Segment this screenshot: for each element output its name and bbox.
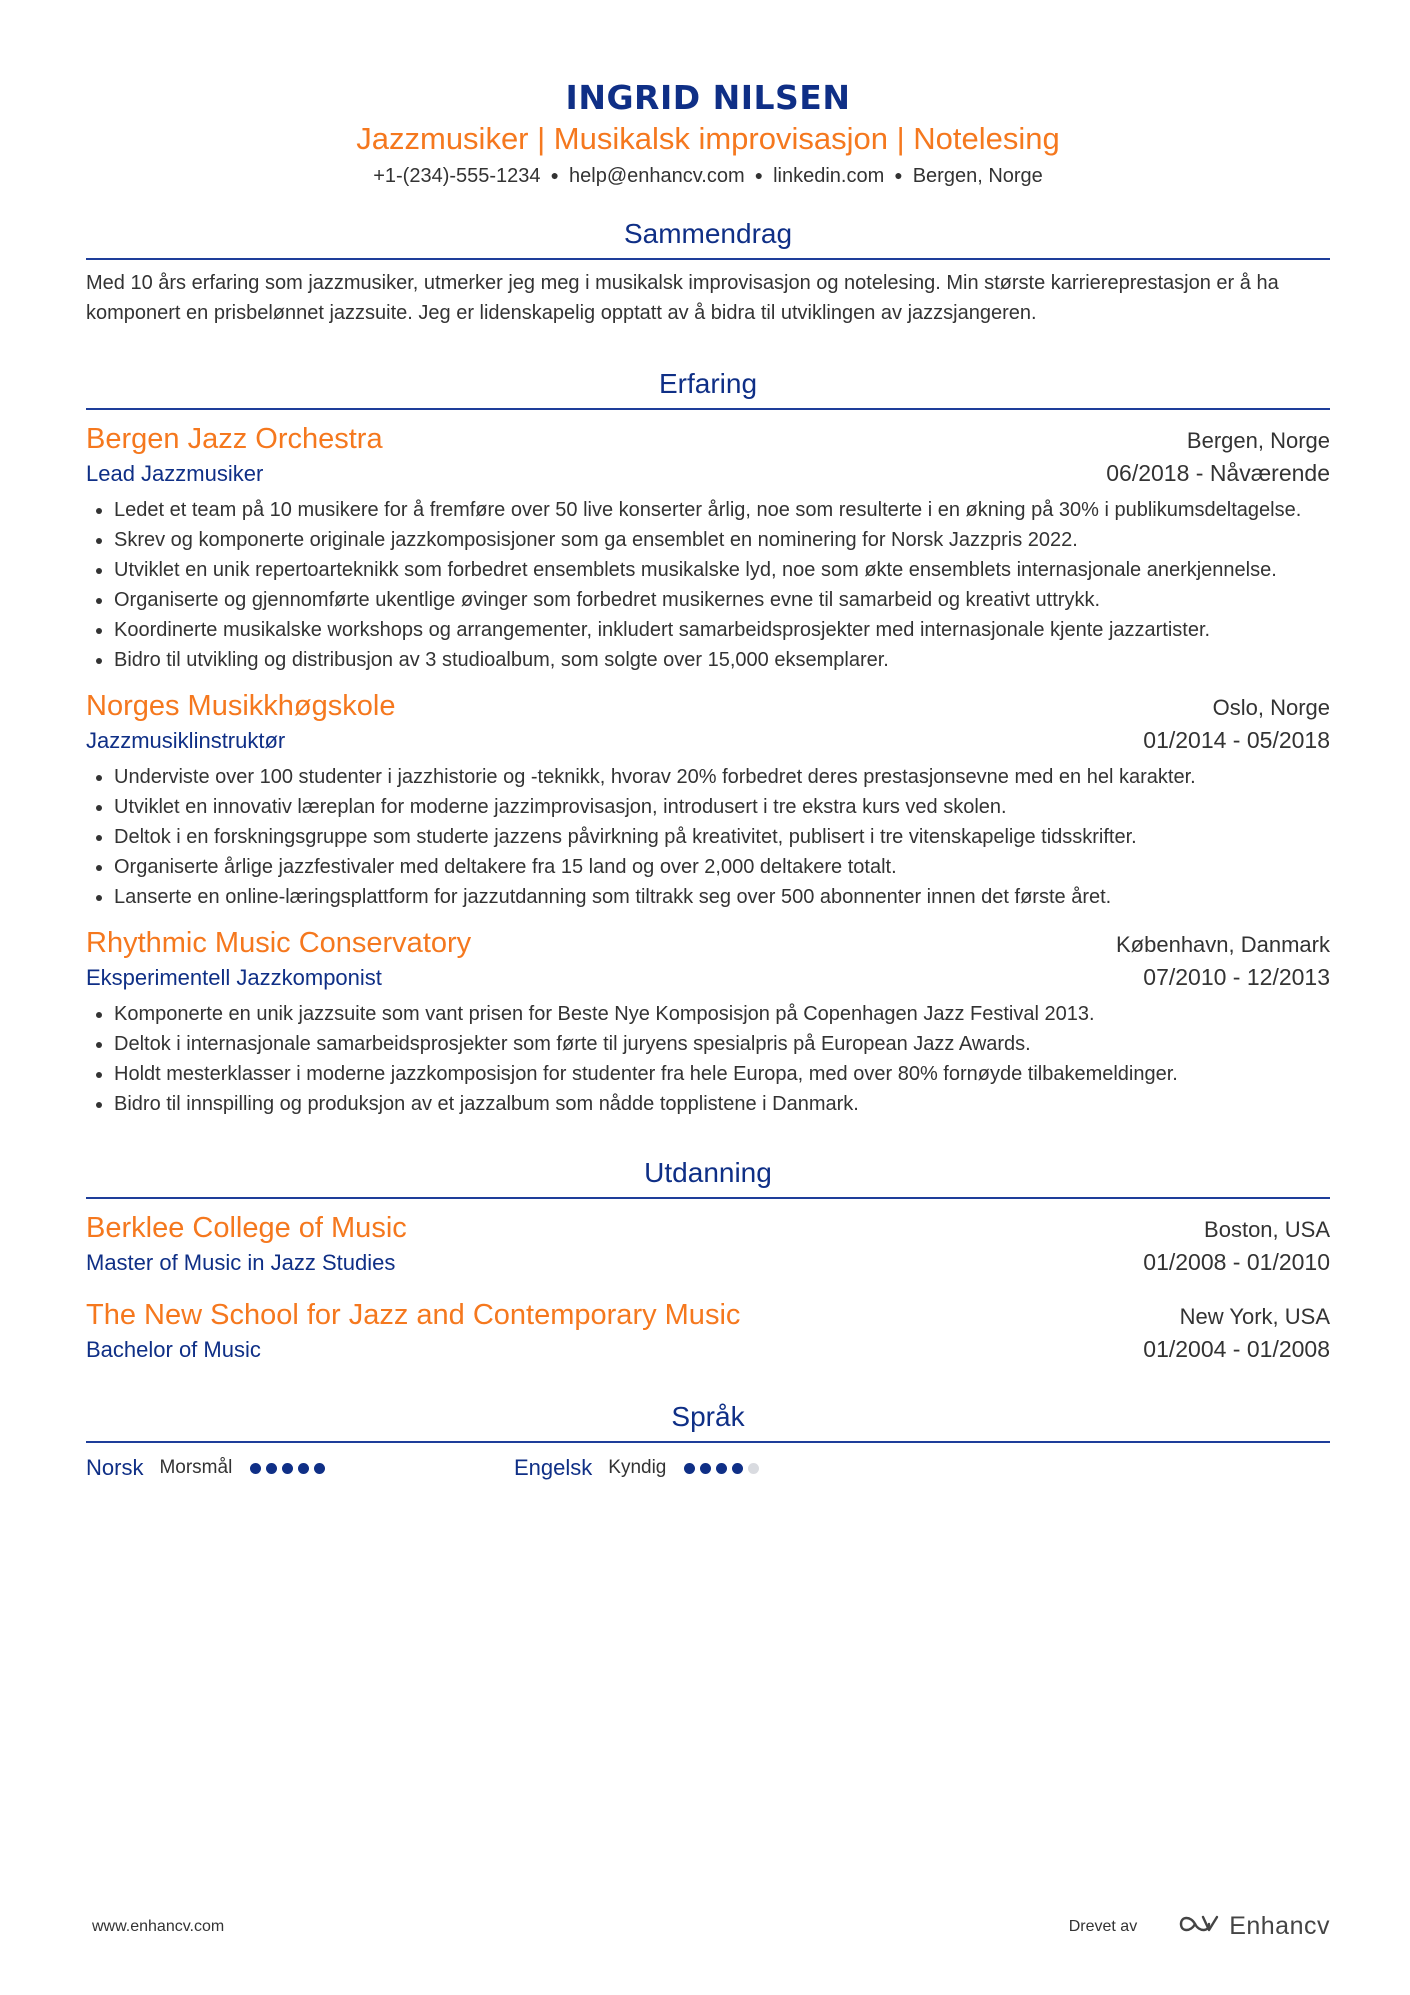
resume-page <box>86 0 1330 1995</box>
separator-dot-icon: ● <box>894 167 903 183</box>
languages-heading: Språk <box>86 1399 1330 1443</box>
school-name: Berklee College of Music <box>86 1212 407 1244</box>
list-item: Lanserte en online-læringsplattform for jazzutdanning som tiltrakk seg over 500 abonnenter innen det første året. <box>86 882 1330 912</box>
language-level: Kyndig <box>608 1457 667 1478</box>
separator-dot-icon: ● <box>550 167 560 183</box>
company-name: Norges Musikkhøgskole <box>86 690 396 722</box>
experience-entry <box>86 687 1330 912</box>
summary-heading: Sammendrag <box>86 216 1330 260</box>
achievement-list <box>86 495 1330 675</box>
list-item: Deltok i en forskningsgruppe som studerte jazzens påvirkning på kreativitet, publisert i tre vitenskapelige tidsskrifter. <box>86 822 1330 852</box>
list-item: Deltok i internasjonale samarbeidsprosjekter som førte til juryens spesialpris på European Jazz Awards. <box>86 1029 1330 1059</box>
contact-line <box>86 161 1330 190</box>
list-item: Organiserte årlige jazzfestivaler med deltakere fra 15 land og over 2,000 deltakere totalt. <box>86 852 1330 882</box>
company-name: Bergen Jazz Orchestra <box>86 423 383 455</box>
company-name: Rhythmic Music Conservatory <box>86 927 472 959</box>
rating-dot-filled <box>684 1463 695 1474</box>
job-dates: 01/2014 - 05/2018 <box>1143 727 1330 753</box>
powered-by-label: Drevet av <box>1068 1917 1138 1935</box>
language-item <box>514 1455 764 1481</box>
education-dates: 01/2004 - 01/2008 <box>1143 1336 1330 1362</box>
job-role: Jazzmusiklinstruktør <box>86 728 286 753</box>
job-role: Lead Jazzmusiker <box>86 461 264 486</box>
brand-name: Enhancv <box>1229 1912 1330 1940</box>
rating-dot-filled <box>700 1463 711 1474</box>
experience-section <box>86 366 1330 1119</box>
job-role: Eksperimentell Jazzkomponist <box>86 965 382 990</box>
education-entry <box>86 1209 1330 1278</box>
job-location: Bergen, Norge <box>1186 428 1330 453</box>
summary-section <box>86 216 1330 328</box>
contact-email[interactable]: help@enhancv.com <box>569 165 745 187</box>
contact-linkedin[interactable]: linkedin.com <box>773 165 885 187</box>
list-item: Komponerte en unik jazzsuite som vant prisen for Beste Nye Komposisjon på Copenhagen Jazz Festival 2013. <box>86 999 1330 1029</box>
list-item: Skrev og komponerte originale jazzkomposisjoner som ga ensemblet en nominering for Norsk Jazzpris 2022. <box>86 525 1330 555</box>
rating-dot-empty <box>748 1463 759 1474</box>
language-level: Morsmål <box>159 1457 233 1478</box>
school-location: New York, USA <box>1179 1304 1330 1329</box>
language-name: Norsk <box>86 1455 144 1480</box>
achievement-list <box>86 762 1330 912</box>
achievement-list <box>86 999 1330 1119</box>
rating-dot-filled <box>716 1463 727 1474</box>
proficiency-rating <box>250 1463 330 1474</box>
list-item: Utviklet en innovativ læreplan for moderne jazzimprovisasjon, introdusert i tre ekstra kurs ved skolen. <box>86 792 1330 822</box>
experience-entry <box>86 420 1330 675</box>
education-entry <box>86 1296 1330 1365</box>
candidate-name: INGRID NILSEN <box>565 78 851 117</box>
education-dates: 01/2008 - 01/2010 <box>1143 1249 1330 1275</box>
footer-brand <box>1069 1912 1330 1941</box>
list-item: Koordinerte musikalske workshops og arrangementer, inkludert samarbeidsprosjekter med internasjonale kjente jazzartister. <box>86 615 1330 645</box>
education-heading: Utdanning <box>86 1155 1330 1199</box>
degree: Master of Music in Jazz Studies <box>86 1250 396 1275</box>
contact-location: Bergen, Norge <box>912 165 1043 187</box>
list-item: Bidro til utvikling og distribusjon av 3 studioalbum, som solgte over 15,000 eksemplarer. <box>86 645 1330 675</box>
page-footer <box>86 1912 1330 1941</box>
rating-dot-filled <box>266 1463 277 1474</box>
candidate-title: Jazzmusiker | Musikalsk improvisasjon | Notelesing <box>356 121 1060 156</box>
school-name: The New School for Jazz and Contemporary Music <box>86 1299 741 1331</box>
list-item: Holdt mesterklasser i moderne jazzkomposisjon for studenter fra hele Europa, med over 80% fornøyde tilbakemeldinger. <box>86 1059 1330 1089</box>
contact-phone: +1-(234)-555-1234 <box>373 165 541 187</box>
enhancv-logo-icon <box>1177 1913 1221 1940</box>
experience-heading: Erfaring <box>86 366 1330 410</box>
job-location: Oslo, Norge <box>1212 695 1330 720</box>
separator-dot-icon: ● <box>754 167 764 183</box>
education-section <box>86 1155 1330 1365</box>
resume-header <box>86 0 1330 190</box>
list-item: Organiserte og gjennomførte ukentlige øvinger som forbedret musikernes evne til samarbeid og kreativt uttrykk. <box>86 585 1330 615</box>
job-location: København, Danmark <box>1116 932 1330 957</box>
school-location: Boston, USA <box>1204 1217 1330 1242</box>
language-list <box>86 1455 1330 1481</box>
experience-entry <box>86 924 1330 1119</box>
footer-url[interactable]: www.enhancv.com <box>92 1917 225 1935</box>
list-item: Bidro til innspilling og produksjon av et jazzalbum som nådde topplistene i Danmark. <box>86 1089 1330 1119</box>
rating-dot-filled <box>298 1463 309 1474</box>
job-dates: 07/2010 - 12/2013 <box>1143 964 1330 990</box>
list-item: Ledet et team på 10 musikere for å fremføre over 50 live konserter årlig, noe som resulterte i en økning på 30% i publikumsdeltagelse. <box>86 495 1330 525</box>
rating-dot-filled <box>314 1463 325 1474</box>
summary-text: Med 10 års erfaring som jazzmusiker, utmerker jeg meg i musikalsk improvisasjon og notelesing. Min største karriereprestasjon er å ha komponert en prisbelønnet jazzsuite. Jeg er lidenskapelig opptatt av å bidra til utviklingen av jazzsjangeren. <box>86 272 1279 324</box>
languages-section <box>86 1399 1330 1481</box>
language-item <box>86 1455 514 1481</box>
job-dates: 06/2018 - Nåværende <box>1106 460 1330 486</box>
list-item: Utviklet en unik repertoarteknikk som forbedret ensemblets musikalske lyd, noe som økte ensemblets internasjonale anerkjennelse. <box>86 555 1330 585</box>
rating-dot-filled <box>732 1463 743 1474</box>
degree: Bachelor of Music <box>86 1337 261 1362</box>
language-name: Engelsk <box>514 1455 593 1480</box>
list-item: Underviste over 100 studenter i jazzhistorie og -teknikk, hvorav 20% forbedret deres prestasjonsevne med en hel karakter. <box>86 762 1330 792</box>
rating-dot-filled <box>282 1463 293 1474</box>
rating-dot-filled <box>250 1463 261 1474</box>
proficiency-rating <box>684 1463 764 1474</box>
